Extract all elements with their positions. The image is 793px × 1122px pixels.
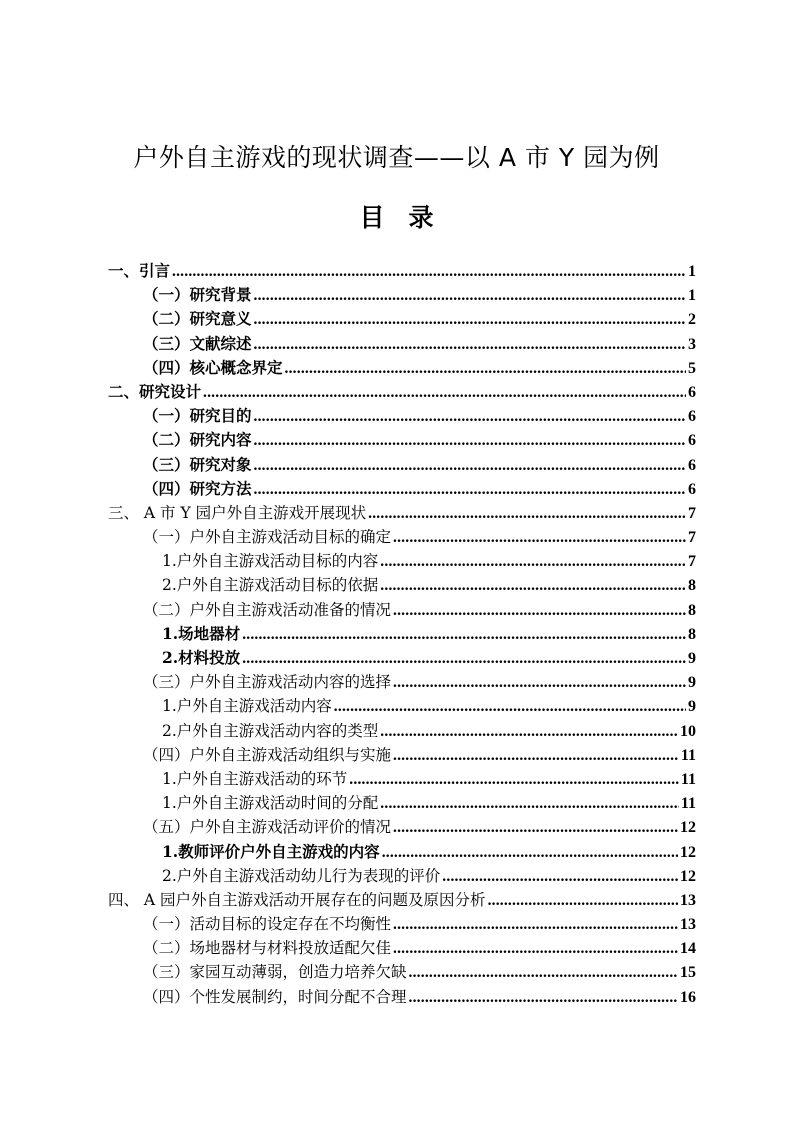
toc-entry-label: 2.户外自主游戏活动幼儿行为表现的评价: [162, 866, 441, 885]
toc-entry[interactable]: [108, 960, 696, 984]
toc-entry[interactable]: [108, 622, 696, 646]
toc-entry[interactable]: [108, 888, 696, 912]
toc-entry-label: （一）活动目标的设定存在不均衡性: [143, 915, 392, 934]
dot-leader: [488, 889, 678, 912]
toc-entry-page: 2: [688, 311, 696, 329]
dot-leader: [393, 744, 679, 767]
toc-entry-label: （四）研究方法: [143, 478, 252, 498]
toc-entry-label: （三）研究对象: [143, 454, 252, 474]
toc-entry-page: 6: [688, 456, 696, 474]
dot-leader: [254, 284, 686, 307]
toc-entry[interactable]: [108, 283, 696, 307]
toc-entry[interactable]: [108, 840, 696, 864]
toc-entry[interactable]: [108, 936, 696, 960]
toc-entry-label: （一）户外自主游戏活动目标的确定: [143, 528, 392, 547]
dot-leader: [393, 937, 678, 960]
toc-entry-label: （四）户外自主游戏活动组织与实施: [143, 745, 392, 764]
dot-leader: [409, 986, 678, 1009]
toc-entry-page: 12: [680, 867, 696, 885]
dot-leader: [242, 623, 686, 646]
toc-entry-page: 3: [688, 335, 696, 353]
toc-entry[interactable]: [108, 598, 696, 622]
toc-entry-label: （三）户外自主游戏活动内容的选择: [143, 673, 392, 692]
toc-entry-label: （二）研究内容: [143, 430, 252, 450]
dot-leader: [203, 381, 686, 404]
dot-leader: [393, 913, 678, 936]
toc-entry-page: 14: [680, 940, 696, 958]
toc-entry-page: 12: [680, 819, 696, 837]
document-title: 户外自主游戏的现状调查——以 A 市 Y 园为例: [133, 142, 660, 172]
toc-entry-page: 7: [688, 553, 696, 571]
toc-entry-label: （三）家园互动薄弱，创造力培养欠缺: [143, 963, 407, 982]
toc-entry[interactable]: [108, 404, 696, 428]
toc-entry-page: 8: [688, 625, 696, 643]
toc-entry-label: 1.场地器材: [162, 623, 241, 643]
dot-leader: [285, 357, 686, 380]
toc-entry-label: （三）文献综述: [143, 333, 252, 353]
dot-leader: [242, 647, 686, 670]
dot-leader: [380, 574, 686, 597]
toc-entry-label: （四）个性发展制约，时间分配不合理: [143, 987, 407, 1006]
toc-heading: 目录: [359, 203, 458, 232]
toc-entry-page: 15: [680, 964, 696, 982]
toc-entry[interactable]: [108, 864, 696, 888]
toc-entry-label: （四）核心概念界定: [143, 357, 283, 377]
toc-entry[interactable]: [108, 815, 696, 839]
toc-entry[interactable]: [108, 767, 696, 791]
toc-entry-page: 9: [688, 674, 696, 692]
dot-leader: [254, 478, 686, 501]
toc-entry-page: 6: [688, 383, 696, 401]
table-of-contents: [108, 259, 696, 1009]
dot-leader: [393, 526, 686, 549]
toc-entry[interactable]: [108, 356, 696, 380]
toc-entry-label: 二、研究设计: [108, 381, 202, 401]
toc-entry-page: 12: [680, 843, 696, 861]
toc-entry[interactable]: [108, 743, 696, 767]
toc-entry-page: 1: [688, 287, 696, 305]
toc-entry[interactable]: [108, 670, 696, 694]
toc-entry-page: 9: [688, 650, 696, 667]
toc-entry[interactable]: [108, 259, 696, 283]
toc-entry-page: 6: [688, 480, 696, 498]
toc-entry-page: 9: [688, 698, 696, 716]
toc-entry-label: 2.户外自主游戏活动内容的类型: [162, 721, 379, 740]
toc-entry-page: 7: [688, 529, 696, 547]
toc-entry-label: （二）户外自主游戏活动准备的情况: [143, 600, 392, 619]
toc-entry[interactable]: [108, 477, 696, 501]
dot-leader: [393, 671, 686, 694]
toc-entry-label: （二）场地器材与材料投放适配欠佳: [143, 939, 392, 958]
toc-entry[interactable]: [108, 912, 696, 936]
toc-entry[interactable]: [108, 694, 696, 718]
dot-leader: [349, 768, 679, 791]
toc-entry[interactable]: [108, 501, 696, 525]
dot-leader: [380, 792, 679, 815]
toc-entry-label: （五）户外自主游戏活动评价的情况: [143, 818, 392, 837]
toc-entry-label: 1.户外自主游戏活动的环节: [162, 769, 348, 788]
dot-leader: [254, 333, 686, 356]
toc-entry-page: 11: [680, 770, 696, 788]
toc-entry-page: 7: [688, 504, 696, 522]
toc-entry[interactable]: [108, 646, 696, 670]
toc-entry-page: 5: [688, 359, 696, 377]
toc-entry-label: 1.户外自主游戏活动目标的内容: [162, 552, 379, 571]
toc-entry-label: 2.户外自主游戏活动目标的依据: [162, 576, 379, 595]
toc-entry-page: 8: [688, 601, 696, 619]
toc-entry[interactable]: [108, 332, 696, 356]
toc-entry-label: 1.户外自主游戏活动时间的分配: [162, 794, 379, 813]
toc-entry[interactable]: [108, 985, 696, 1009]
toc-entry-label: 四、 A 园户外自主游戏活动开展存在的问题及原因分析: [108, 890, 486, 909]
dot-leader: [442, 865, 678, 888]
toc-entry-label: （二）研究意义: [143, 309, 252, 329]
dot-leader: [409, 961, 678, 984]
toc-entry-page: 13: [680, 916, 696, 934]
dot-leader: [172, 260, 686, 283]
dot-leader: [254, 405, 686, 428]
toc-entry-page: 16: [680, 988, 696, 1006]
dot-leader: [393, 816, 678, 839]
dot-leader: [254, 308, 686, 331]
dot-leader: [254, 454, 686, 477]
toc-entry-label: （一）研究背景: [143, 285, 252, 305]
toc-entry-page: 8: [688, 577, 696, 595]
toc-entry-label: 2.材料投放: [162, 648, 241, 667]
toc-entry[interactable]: [108, 525, 696, 549]
toc-entry[interactable]: [108, 380, 696, 404]
toc-entry-page: 1: [688, 263, 696, 280]
toc-entry-page: 11: [680, 746, 696, 764]
toc-entry[interactable]: [108, 428, 696, 452]
toc-entry-page: 11: [680, 795, 696, 813]
dot-leader: [254, 429, 686, 452]
toc-entry[interactable]: [108, 307, 696, 331]
toc-entry-label: （一）研究目的: [143, 406, 252, 426]
dot-leader: [380, 550, 686, 573]
dot-leader: [334, 695, 686, 718]
toc-entry-label: 三、 A 市 Y 园户外自主游戏开展现状: [108, 503, 367, 522]
toc-entry-page: 6: [688, 432, 696, 450]
toc-entry-page: 10: [680, 722, 696, 740]
toc-entry[interactable]: [108, 573, 696, 597]
toc-entry[interactable]: [108, 453, 696, 477]
toc-entry[interactable]: [108, 549, 696, 573]
toc-entry-label: 一、引言: [108, 261, 171, 280]
toc-entry-page: 6: [688, 408, 696, 426]
toc-entry-label: 1.教师评价户外自主游戏的内容: [162, 841, 380, 861]
toc-entry[interactable]: [108, 791, 696, 815]
dot-leader: [393, 599, 686, 622]
toc-entry-page: 13: [680, 891, 696, 909]
dot-leader: [382, 841, 678, 864]
toc-entry[interactable]: [108, 719, 696, 743]
toc-entry-label: 1.户外自主游戏活动内容: [162, 697, 332, 716]
dot-leader: [380, 720, 678, 743]
dot-leader: [368, 502, 686, 525]
